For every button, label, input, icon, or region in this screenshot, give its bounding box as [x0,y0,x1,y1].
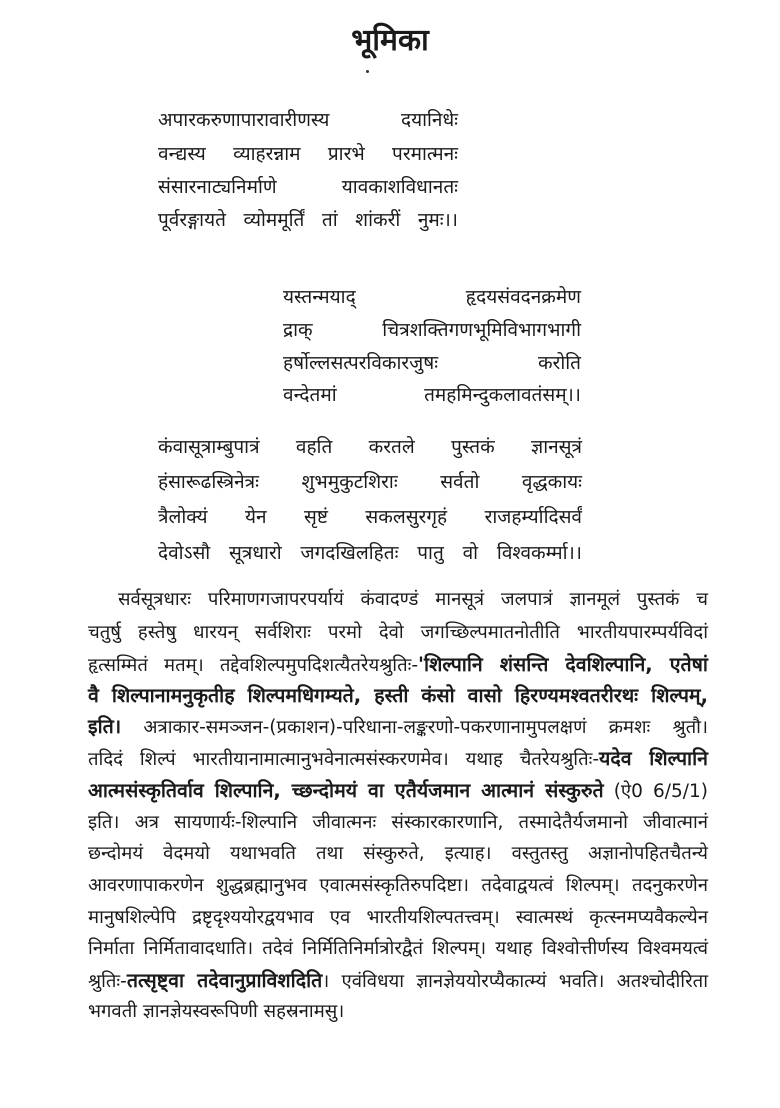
text-segment: श्रुतिः- [88,971,127,992]
page-title: भूमिका [351,23,429,58]
verse-line: वन्देतमां तमहमिन्दुकलावतंसम्।। [283,384,581,406]
verse-line: वन्द्यस्य व्याहरन्नाम प्रारभे परमात्मनः [158,143,458,165]
paragraph-line [88,809,708,834]
verse-line: देवोऽसौ सूत्रधारो जगदखिलहितः पातु वो विश्वकर्म्मा।। [158,542,582,564]
bold-quote: यदेव शिल्पानि [599,747,708,770]
verse-line: अपारकरुणापारावारीणस्य दयानिधेः [158,109,458,131]
verse-line: हर्षोल्लसत्परविकारजुषः करोति [283,352,581,374]
text-segment: तदिदं शिल्पं भारतीयानामात्मानुभवेनात्मसंस्करणमेव। यथाह चैतरेयश्रुतिः- [88,749,600,770]
stray-dot [366,70,369,73]
paragraph-line [88,744,708,771]
bold-quote: आत्मसंस्कृतिर्वाव शिल्पानि, च्छन्दोमयं वा एतैर्यजमान आत्मानं संस्कुरुते [88,779,604,802]
verse-line: कंवासूत्राम्बुपात्रं वहति करतले पुस्तकं ज्ञानसूत्रं [158,436,582,458]
verse-line: पूर्वरङ्गायते व्योममूर्तिं तां शांकरीं नुमः।। [158,209,458,231]
text-segment: निर्माता निर्मितावादधाति। तदेवं निर्मितिनिर्मात्रोरद्वैतं शिल्पम्। यथाह विश्वोत्तीर्णस्य विश्वमयत्वं [88,938,708,959]
text-segment: अत्राकार-समञ्जन-(प्रकाशन)-परिधाना-लङ्करणो-पकरणानामुपलक्षणं क्रमशः श्रुतौ। [121,717,708,738]
verse-line: यस्तन्मयाद् हृदयसंवदनक्रमेण [283,286,581,308]
bold-quote: इति। [88,715,122,738]
text-segment: आवरणापाकरणेन शुद्धब्रह्मानुभव एवात्मसंस्कृतिरुपदिष्टा। तदेवाद्वयत्वं शिल्पम्। तदनुकरणेन [88,875,708,896]
text-segment: छन्दोमयं वेदमयो यथाभवति तथा संस्कुरुते, इत्याह। वस्तुतस्तु अज्ञानोपहितचैतन्ये [88,843,708,864]
bold-quote: तत्सृष्ट्वा तदेवानुप्राविशदिति [126,969,323,992]
bold-quote: वै शिल्पानामनुकृतीह शिल्पमधिगम्यते, हस्ती कंसो वासो हिरण्यमश्वतरीरथः शिल्पम्, [88,684,708,707]
text-segment: मानुषशिल्पेपि द्रष्टृदृश्ययोरद्वयभाव एव भारतीयशिल्पतत्त्वम्। स्वात्मस्थं कृत्स्नमप्यवैकल्येन [88,907,708,928]
text-segment: सर्वसूत्रधारः परिमाणगजापरपर्यायं कंवादण्डं मानसूत्रं जलपात्रं ज्ञानमूलं पुस्तकं च [118,589,708,610]
paragraph-line [88,966,708,993]
text-segment: । एवंविधया ज्ञानज्ञेययोरप्यैकात्म्यं भवति। अतश्चोदीरिता [322,971,708,992]
paragraph-line [88,619,708,644]
paragraph-line [88,904,708,929]
text-segment: (ऐ0 6/5/1) [603,781,709,802]
verse-line: हंसारूढस्त्रिनेत्रः शुभमुकुटशिराः सर्वतो वृद्धकायः [158,471,582,493]
paragraph-line [88,998,708,1023]
text-segment: हृत्सम्मितं मतम्। तद्देवशिल्पमुपदिशत्यैतरेयश्रुतिः- [88,655,419,676]
paragraph-line [88,650,708,677]
text-segment: चतुर्षु हस्तेषु धारयन् सर्वशिराः परमो देवो जगच्छिल्पमातनोतीति भारतीयपारम्पर्यविदां [88,622,708,643]
text-segment: इति। अत्र सायणार्यः-शिल्पानि जीवात्मनः संस्कारकारणानि, तस्मादेतैर्यजमानो जीवात्मानं [88,812,708,833]
bold-quote: 'शिल्पानि शंसन्ति देवशिल्पानि, एतेषां [418,653,708,676]
paragraph-line [88,776,708,803]
paragraph-line [88,712,708,739]
verse-line: संसारनाट्यनिर्माणे यावकाशविधानतः [158,176,458,198]
paragraph-line [118,586,708,611]
paragraph-line [88,681,708,708]
verse-line: द्राक् चित्रशक्तिगणभूमिविभागभागी [283,319,581,341]
text-segment: भगवती ज्ञानज्ञेयस्वरूपिणी सहस्रनामसु। [88,1001,345,1022]
paragraph-line [88,840,708,865]
paragraph-line [88,872,708,897]
paragraph-line [88,935,708,960]
verse-line: त्रैलोक्यं येन सृष्टं सकलसुरगृहं राजहर्म्यादिसर्वं [158,506,582,528]
